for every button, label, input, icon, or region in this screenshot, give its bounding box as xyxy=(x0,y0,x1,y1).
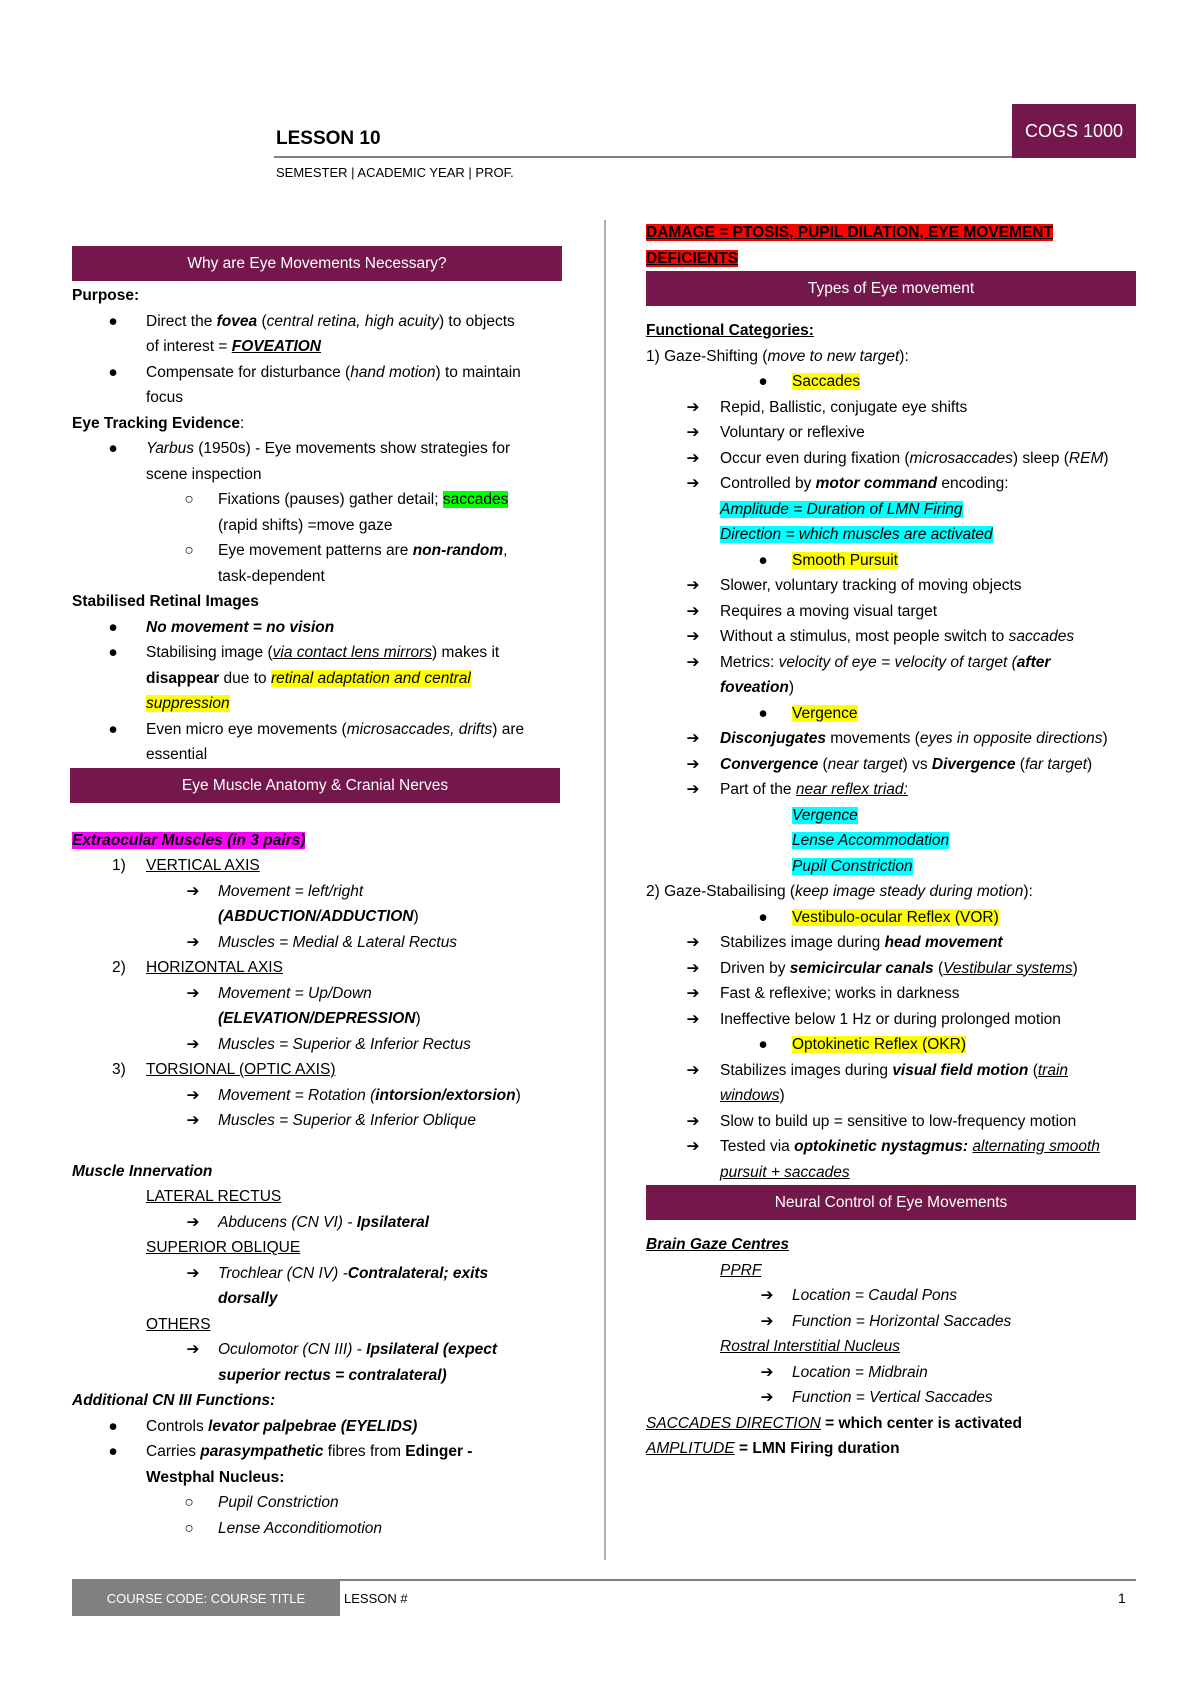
list-item: ➔ Part of the near reflex triad: xyxy=(646,777,1136,803)
arrow-icon: ➔ xyxy=(186,1264,200,1282)
semester-line: SEMESTER | ACADEMIC YEAR | PROF. xyxy=(276,165,514,180)
list-item: ● Vergence xyxy=(646,701,1136,727)
section-why-header: Why are Eye Movements Necessary? xyxy=(72,246,562,281)
rostral-label: Rostral Interstitial Nucleus xyxy=(720,1338,901,1355)
list-item: ● Direct the fovea (central retina, high acuity) to objects of interest = FOVEATION xyxy=(72,309,562,360)
circle-icon: ○ xyxy=(184,542,194,559)
lateral-rectus-label: LATERAL RECTUS xyxy=(146,1188,282,1205)
circle-icon: ○ xyxy=(184,1494,194,1511)
arrow-icon: ➔ xyxy=(686,1061,700,1079)
lesson-title: LESSON 10 xyxy=(276,128,381,149)
bullet-icon: ● xyxy=(108,720,118,738)
section-neural-header: Neural Control of Eye Movements xyxy=(646,1185,1136,1220)
list-item: ➔ Requires a moving visual target xyxy=(646,599,1136,625)
list-item: ➔ Function = Horizontal Saccades xyxy=(646,1309,1136,1335)
others-label: OTHERS xyxy=(146,1315,211,1333)
arrow-icon: ➔ xyxy=(686,1138,700,1155)
list-item: ➔ Without a stimulus, most people switch to saccades xyxy=(646,624,1136,650)
arrow-icon: ➔ xyxy=(686,781,700,798)
arrow-icon: ➔ xyxy=(760,1287,774,1304)
list-item: ➔ Ineffective below 1 Hz or during prolonged motion xyxy=(646,1007,1136,1033)
list-item: ➔ Repid, Ballistic, conjugate eye shifts xyxy=(646,395,1136,421)
list-item: ● Compensate for disturbance (hand motion) to maintain focus xyxy=(72,360,562,411)
bullet-icon: ● xyxy=(758,373,768,390)
gaze-stabilising-label: 2) Gaze-Stabailising (keep image steady during motion): xyxy=(646,883,1033,900)
bullet-icon: ● xyxy=(108,312,118,330)
list-item: ➔ Slower, voluntary tracking of moving objects xyxy=(646,573,1136,599)
bullet-icon: ● xyxy=(108,618,118,636)
arrow-icon: ➔ xyxy=(186,984,200,1002)
superior-oblique-label: SUPERIOR OBLIQUE xyxy=(146,1239,301,1256)
saccades-direction-line: SACCADES DIRECTION = which center is activated xyxy=(646,1414,1022,1432)
list-item: 3) TORSIONAL (OPTIC AXIS) xyxy=(112,1061,336,1078)
list-item: ○ Pupil Constriction xyxy=(72,1490,562,1516)
arrow-icon: ➔ xyxy=(186,1213,200,1231)
circle-icon: ○ xyxy=(184,1519,194,1537)
list-item: ➔ Disconjugates movements (eyes in opposite directions) xyxy=(646,726,1136,752)
gaze-shifting-label: 1) Gaze-Shifting (move to new target): xyxy=(646,347,909,365)
bullet-icon: ● xyxy=(108,440,118,457)
arrow-icon: ➔ xyxy=(686,449,700,467)
list-item: ➔ Stabilizes images during visual field motion (train windows) xyxy=(646,1058,1136,1109)
left-column xyxy=(72,246,562,1541)
arrow-icon: ➔ xyxy=(760,1389,774,1406)
arrow-icon: ➔ xyxy=(686,934,700,951)
page-number: 1 xyxy=(1118,1590,1126,1606)
eye-tracking-label: Eye Tracking Evidence: xyxy=(72,414,245,432)
arrow-icon: ➔ xyxy=(686,959,700,977)
additional-cn3-label: Additional CN III Functions: xyxy=(72,1392,276,1409)
arrow-icon: ➔ xyxy=(186,882,200,900)
innervation-label: Muscle Innervation xyxy=(72,1162,213,1180)
list-item: ➔ Movement = Up/Down (ELEVATION/DEPRESSION) xyxy=(72,981,562,1032)
list-item: ● Yarbus (1950s) - Eye movements show strategies for scene inspection xyxy=(72,436,562,487)
list-item: ● Stabilising image (via contact lens mirrors) makes it disappear due to retinal adaptation and central suppression xyxy=(72,640,562,717)
arrow-icon: ➔ xyxy=(760,1363,774,1381)
arrow-icon: ➔ xyxy=(186,1035,200,1053)
footer-lesson: LESSON # xyxy=(344,1591,408,1606)
list-item: ➔ Function = Vertical Saccades xyxy=(646,1385,1136,1411)
list-item: ● Optokinetic Reflex (OKR) xyxy=(646,1032,1136,1058)
list-item: ➔ Location = Midbrain xyxy=(646,1360,1136,1386)
purpose-label: Purpose: xyxy=(72,287,140,304)
list-item: ➔ Fast & reflexive; works in darkness xyxy=(646,981,1136,1007)
bullet-icon: ● xyxy=(108,363,118,381)
list-item: ➔ Muscles = Medial & Lateral Rectus xyxy=(72,930,562,956)
pprf-label: PPRF xyxy=(720,1261,762,1279)
list-item: ○ Eye movement patterns are non-random, task-dependent xyxy=(72,538,562,589)
list-item: ➔ Location = Caudal Pons xyxy=(646,1283,1136,1309)
footer-course: COURSE CODE: COURSE TITLE xyxy=(72,1581,340,1616)
header-rule xyxy=(274,156,1136,158)
arrow-icon: ➔ xyxy=(186,1112,200,1129)
list-item: ○ Lense Acconditiomotion xyxy=(72,1516,562,1542)
list-item: 1) VERTICAL AXIS xyxy=(112,857,260,874)
list-item: ➔ Movement = left/right (ABDUCTION/ADDUCTION) xyxy=(72,879,562,930)
list-item: ➔ Metrics: velocity of eye = velocity of target (after foveation) xyxy=(646,650,1136,701)
list-item: ● Carries parasympathetic fibres from Edinger - Westphal Nucleus: xyxy=(72,1439,562,1490)
arrow-icon: ➔ xyxy=(686,1010,700,1028)
arrow-icon: ➔ xyxy=(186,1086,200,1104)
arrow-icon: ➔ xyxy=(686,1112,700,1130)
list-item: ● Smooth Pursuit xyxy=(646,548,1136,574)
arrow-icon: ➔ xyxy=(686,424,700,441)
stabilised-label: Stabilised Retinal Images xyxy=(72,593,259,610)
amplitude-line: AMPLITUDE = LMN Firing duration xyxy=(646,1440,900,1457)
functional-categories-label: Functional Categories: xyxy=(646,322,814,339)
circle-icon: ○ xyxy=(184,491,194,508)
list-item: ➔ Trochlear (CN IV) -Contralateral; exits dorsally xyxy=(72,1261,562,1312)
list-item: ➔ Controlled by motor command encoding: Amplitude = Duration of LMN Firing Direction = which muscles are activated xyxy=(646,471,1136,548)
list-item: ➔ Voluntary or reflexive xyxy=(646,420,1136,446)
list-item: ➔ Slow to build up = sensitive to low-frequency motion xyxy=(646,1109,1136,1135)
bullet-icon: ● xyxy=(758,704,768,722)
list-item: ● Even micro eye movements (microsaccades, drifts) are essential xyxy=(72,717,562,768)
list-item: ● Controls levator palpebrae (EYELIDS) xyxy=(72,1414,562,1440)
list-item: ➔ Convergence (near target) vs Divergence (far target) xyxy=(646,752,1136,778)
list-item: ● Vestibulo-ocular Reflex (VOR) xyxy=(646,905,1136,931)
bullet-icon: ● xyxy=(108,1417,118,1435)
arrow-icon: ➔ xyxy=(686,602,700,620)
arrow-icon: ➔ xyxy=(686,577,700,594)
bullet-icon: ● xyxy=(108,644,118,661)
list-item: ➔ Stabilizes image during head movement xyxy=(646,930,1136,956)
bullet-icon: ● xyxy=(758,551,768,569)
triad-list: Vergence Lense Accommodation Pupil Constriction xyxy=(792,806,950,875)
course-badge: COGS 1000 xyxy=(1012,104,1136,158)
list-item: ➔ Oculomotor (CN III) - Ipsilateral (expect superior rectus = contralateral) xyxy=(72,1337,562,1388)
bullet-icon: ● xyxy=(758,1036,768,1053)
arrow-icon: ➔ xyxy=(686,730,700,747)
list-item: ➔ Tested via optokinetic nystagmus: alternating smooth pursuit + saccades xyxy=(646,1134,1136,1185)
arrow-icon: ➔ xyxy=(686,755,700,773)
brain-gaze-label: Brain Gaze Centres xyxy=(646,1236,789,1253)
list-item: ➔ Muscles = Superior & Inferior Oblique xyxy=(72,1108,562,1134)
arrow-icon: ➔ xyxy=(186,1341,200,1358)
section-anatomy-header: Eye Muscle Anatomy & Cranial Nerves xyxy=(70,768,560,803)
list-item: ○ Fixations (pauses) gather detail; saccades (rapid shifts) =move gaze xyxy=(72,487,562,538)
arrow-icon: ➔ xyxy=(686,653,700,671)
list-item: ● No movement = no vision xyxy=(72,615,562,641)
arrow-icon: ➔ xyxy=(186,933,200,951)
list-item: ➔ Abducens (CN VI) - Ipsilateral xyxy=(72,1210,562,1236)
arrow-icon: ➔ xyxy=(686,475,700,492)
list-item: 2) HORIZONTAL AXIS xyxy=(112,959,283,976)
list-item: ● Saccades xyxy=(646,369,1136,395)
damage-note: DAMAGE = PTOSIS, PUPIL DILATION, EYE MOVEMENT DEFICIENTS xyxy=(646,224,1053,267)
extraocular-label: Extraocular Muscles (in 3 pairs) xyxy=(72,831,306,849)
list-item: ➔ Muscles = Superior & Inferior Rectus xyxy=(72,1032,562,1058)
arrow-icon: ➔ xyxy=(686,985,700,1002)
arrow-icon: ➔ xyxy=(760,1312,774,1330)
list-item: ➔ Movement = Rotation (intorsion/extorsion) xyxy=(72,1083,562,1109)
bullet-icon: ● xyxy=(108,1443,118,1460)
section-types-header: Types of Eye movement xyxy=(646,271,1136,306)
arrow-icon: ➔ xyxy=(686,398,700,416)
list-item: ➔ Occur even during fixation (microsaccades) sleep (REM) xyxy=(646,446,1136,472)
bullet-icon: ● xyxy=(758,908,768,926)
list-item: ➔ Driven by semicircular canals (Vestibular systems) xyxy=(646,956,1136,982)
column-divider xyxy=(604,220,606,1560)
right-column xyxy=(646,220,1136,1462)
arrow-icon: ➔ xyxy=(686,628,700,645)
